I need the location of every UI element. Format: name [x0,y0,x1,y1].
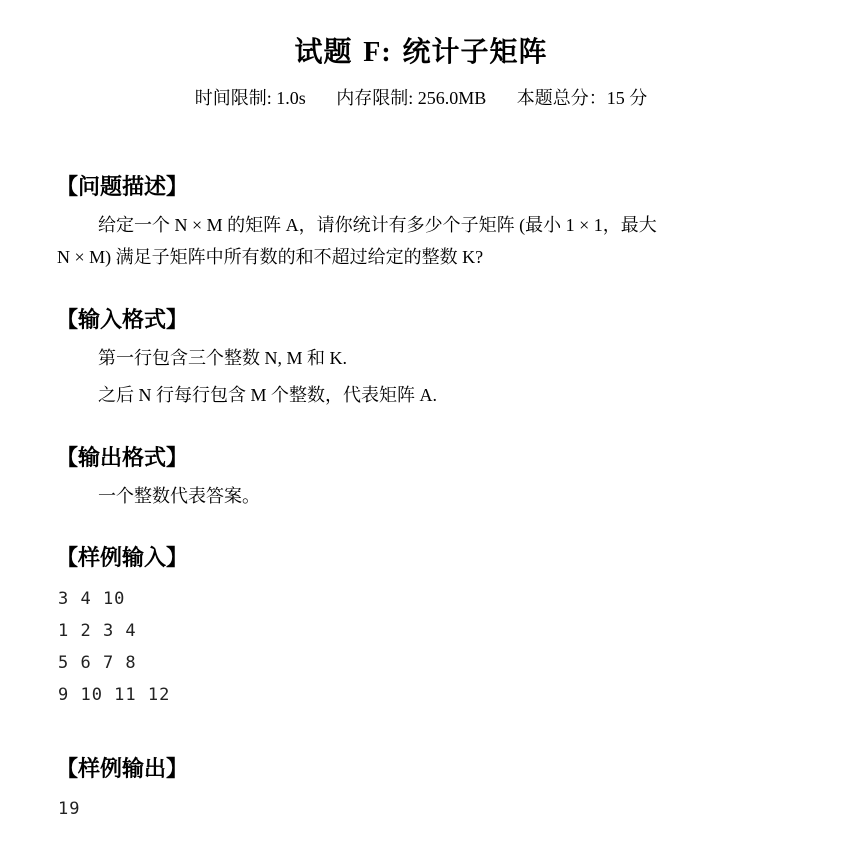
sample-input-heading: 【样例输入】 [56,546,189,571]
memory-limit: 内存限制: 256.0MB [336,88,487,108]
description-heading: 【问题描述】 [56,175,189,200]
title-letter: F: [363,37,392,68]
title-prefix: 试题 [294,35,353,68]
description-line-2: N × M) 满足子矩阵中所有数的和不超过给定的整数 K? [57,247,484,267]
problem-limits [0,84,842,110]
description-line-1: 给定一个 N × M 的矩阵 A，请你统计有多少个子矩阵 (最小 1 × 1，最大 [98,215,657,235]
sample-input-line: 5 6 7 8 [58,653,137,673]
title-name: 统计子矩阵 [402,35,548,68]
output-format-line-1: 一个整数代表答案。 [98,486,260,506]
sample-output-heading: 【样例输出】 [56,757,189,782]
sample-input-line: 1 2 3 4 [58,621,137,641]
sample-input-line: 3 4 10 [58,589,126,609]
sample-input-line: 9 10 11 12 [58,685,171,705]
input-format-line-2: 之后 N 行每行包含 M 个整数，代表矩阵 A. [98,385,438,405]
input-format-line-1: 第一行包含三个整数 N, M 和 K. [98,348,348,368]
sample-output-line: 19 [58,799,81,819]
time-limit: 时间限制: 1.0s [194,88,306,108]
total-score: 本题总分：15 分 [516,88,648,108]
input-format-heading: 【输入格式】 [56,308,189,333]
problem-title [0,30,842,70]
output-format-heading: 【输出格式】 [56,446,189,471]
